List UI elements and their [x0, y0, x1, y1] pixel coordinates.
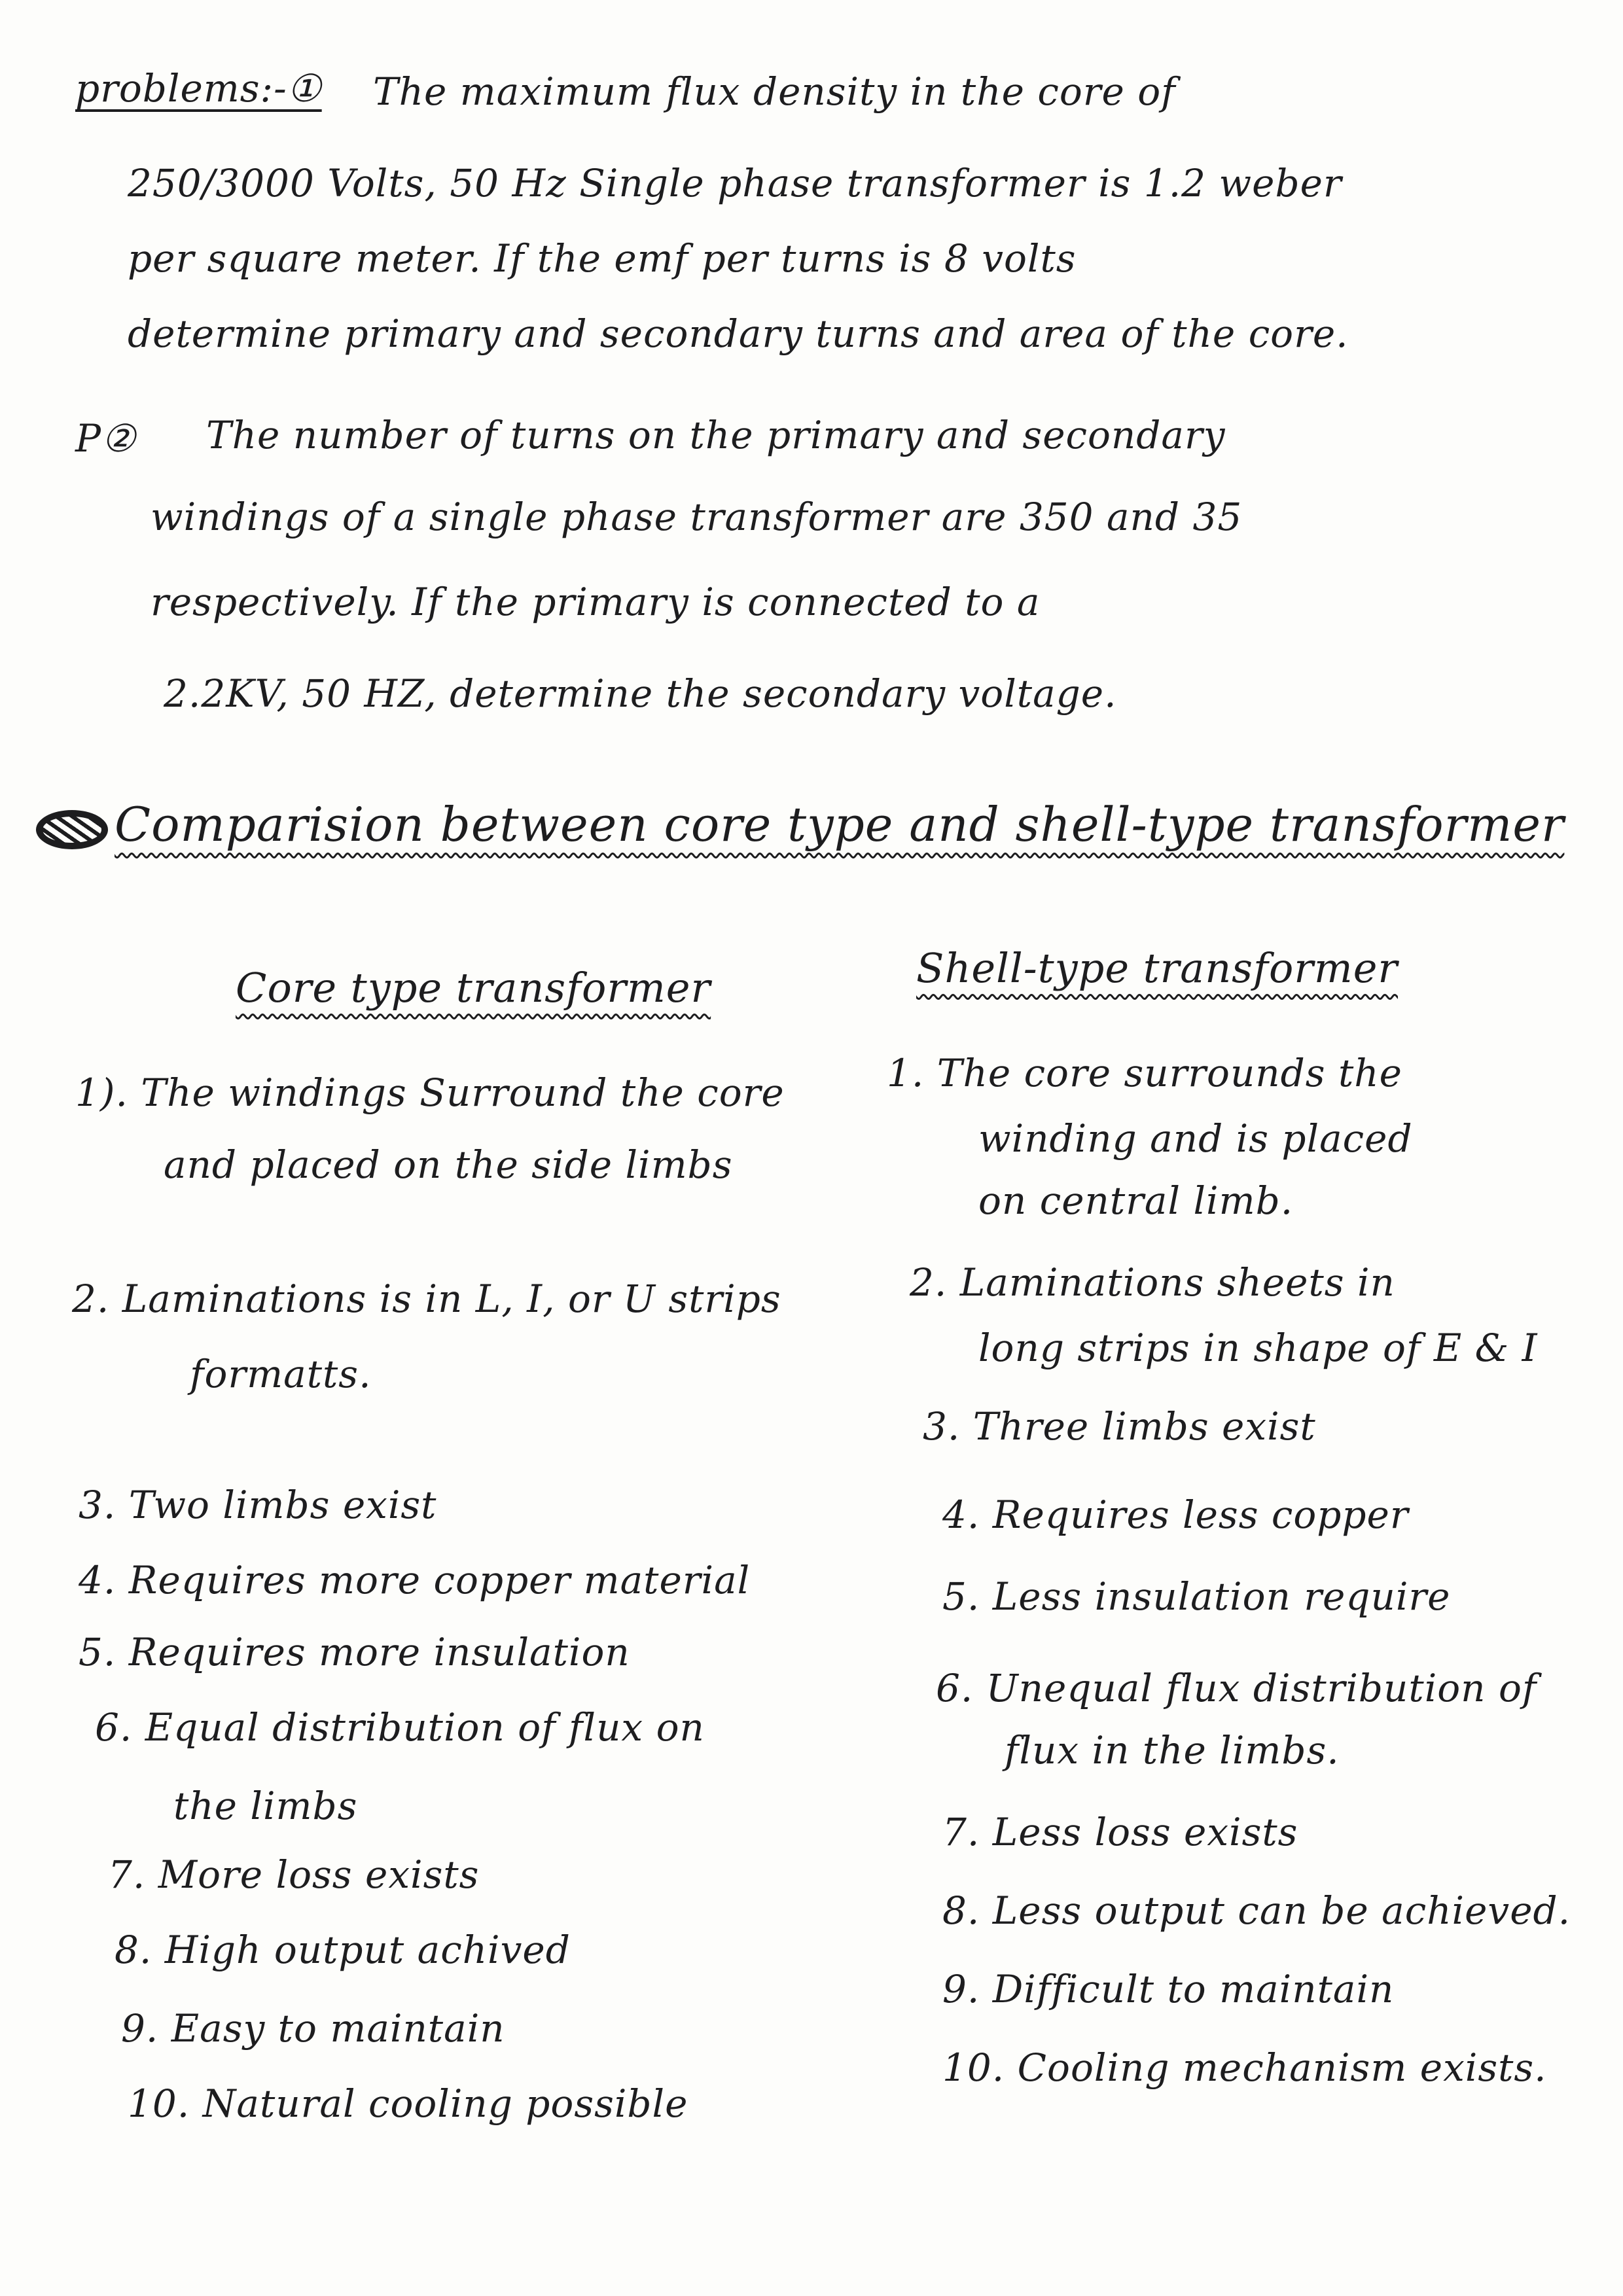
shell-line-12: 8. Less output can be achieved. [942, 1888, 1571, 1933]
shell-line-9: 6. Unequal flux distribution of [936, 1666, 1537, 1710]
core-line-13: 10. Natural cooling possible [128, 2081, 688, 2126]
shell-line-4: 2. Laminations sheets in [910, 1260, 1395, 1305]
comparison-heading: Comparision between core type and shell-type transformer [115, 797, 1565, 852]
core-line-1: 1). The windings Surround the core [75, 1070, 785, 1115]
problems-label: problems:-① [75, 66, 322, 111]
problem-2-line-3: respectively. If the primary is connected to a [151, 580, 1041, 624]
shell-line-13: 9. Difficult to maintain [942, 1967, 1395, 2011]
problem-1-line-1: The maximum flux density in the core of [373, 69, 1176, 114]
core-line-6: 4. Requires more copper material [79, 1558, 751, 1602]
core-line-2: and placed on the side limbs [164, 1142, 733, 1187]
problem-2-line-2: windings of a single phase transformer are 350 and 35 [151, 495, 1243, 539]
shell-line-11: 7. Less loss exists [942, 1810, 1298, 1854]
core-line-7: 5. Requires more insulation [79, 1630, 630, 1674]
shell-type-title: Shell-type transformer [916, 944, 1399, 992]
core-line-9: the limbs [173, 1784, 358, 1828]
problem-1-line-2: 250/3000 Volts, 50 Hz Single phase transformer is 1.2 weber [128, 161, 1342, 205]
shell-line-8: 5. Less insulation require [942, 1574, 1451, 1619]
core-line-11: 8. High output achived [115, 1928, 571, 1972]
shell-line-14: 10. Cooling mechanism exists. [942, 2045, 1547, 2090]
shell-line-2: winding and is placed [978, 1116, 1413, 1161]
problem-2-line-1: The number of turns on the primary and secondary [206, 413, 1226, 457]
core-line-12: 9. Easy to maintain [121, 2006, 505, 2051]
shell-line-7: 4. Requires less copper [942, 1492, 1409, 1537]
core-line-3: 2. Laminations is in L, I, or U strips [72, 1277, 781, 1321]
core-line-10: 7. More loss exists [108, 1852, 480, 1897]
core-type-title: Core type transformer [236, 964, 711, 1012]
shell-line-6: 3. Three limbs exist [923, 1404, 1316, 1449]
problem-1-line-3: per square meter. If the emf per turns is 8 volts [128, 236, 1077, 281]
problem-2-label: P② [75, 416, 137, 461]
core-line-5: 3. Two limbs exist [79, 1483, 437, 1527]
problem-1-line-4: determine primary and secondary turns and area of the core. [128, 311, 1349, 356]
shell-line-1: 1. The core surrounds the [887, 1051, 1402, 1095]
shell-line-3: on central limb. [978, 1178, 1294, 1223]
shell-line-10: flux in the limbs. [1005, 1728, 1340, 1773]
core-line-8: 6. Equal distribution of flux on [95, 1705, 705, 1750]
core-line-4: formatts. [190, 1352, 372, 1396]
problem-2-line-4: 2.2KV, 50 HZ, determine the secondary voltage. [164, 671, 1117, 716]
shell-line-5: long strips in shape of E & I [978, 1326, 1538, 1370]
heading-bullet-mark [36, 810, 108, 849]
